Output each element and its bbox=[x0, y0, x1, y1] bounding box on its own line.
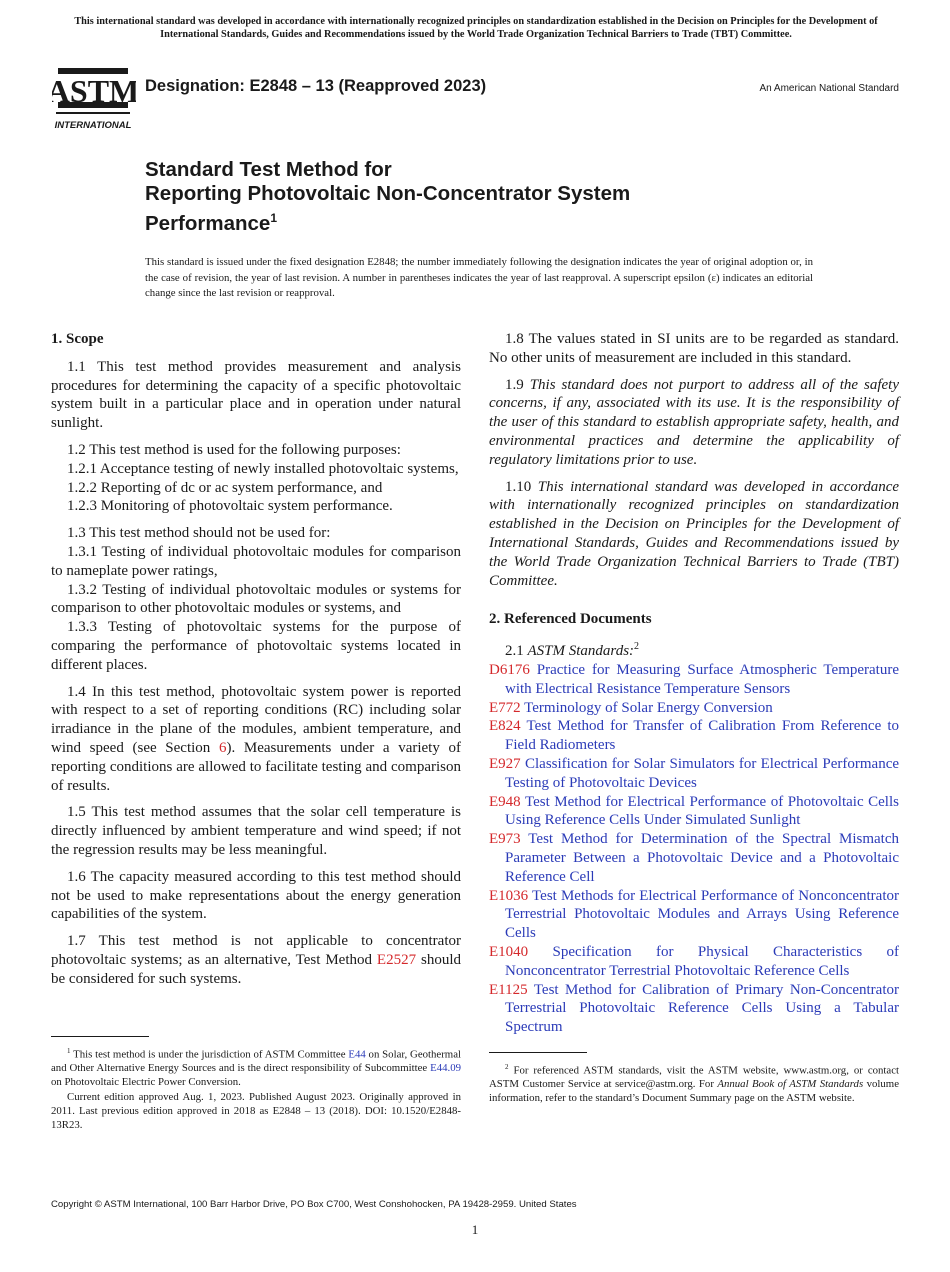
reference-title-link[interactable]: Test Method for Electrical Performance of Photovoltaic Cells Using Reference Cells Under Simulated Sunlight bbox=[505, 793, 899, 829]
issuance-statement: This standard is issued under the fixed designation E2848; the number immediately following the designation indicates the year of original adoption or, in the case of revision, the year of last revision. A number in parentheses indicates the year of last reapproval. A superscript epsilon (ε) indicates an editorial change since the last revision or reapproval. bbox=[145, 256, 813, 299]
page-number: 1 bbox=[471, 1222, 479, 1237]
footnotes-left bbox=[51, 1036, 461, 1132]
reference-item bbox=[489, 755, 899, 793]
title-line-1: Standard Test Method for bbox=[145, 158, 392, 181]
e44-09-link[interactable]: E44.09 bbox=[430, 1062, 461, 1075]
para-1-5: 1.5 This test method assumes that the solar cell temperature is directly influenced by ambient temperature and wind speed; if not the regression results may be less meaningful. bbox=[51, 804, 461, 858]
reference-title-link[interactable]: Test Methods for Electrical Performance of Nonconcentrator Terrestrial Photovoltaic Modules and Arrays Using Reference Cells bbox=[505, 887, 900, 942]
section-6-link[interactable]: 6 bbox=[218, 739, 227, 756]
reference-item bbox=[489, 793, 899, 831]
reference-title-link[interactable]: Test Method for Transfer of Calibration From Reference to Field Radiometers bbox=[505, 718, 899, 754]
reference-code-link[interactable]: E1125 bbox=[489, 981, 528, 998]
left-column bbox=[51, 330, 461, 997]
title-line-2: Reporting Photovoltaic Non-Concentrator System bbox=[145, 182, 631, 205]
astm-logo bbox=[52, 56, 136, 132]
reference-list bbox=[489, 661, 899, 1037]
reference-title-link[interactable]: Test Method for Determination of the Spectral Mismatch Parameter Between a Photovoltaic Device and a Photovoltaic Reference Cell bbox=[505, 831, 900, 885]
para-1-2-2: 1.2.2 Reporting of dc or ac system performance, and bbox=[67, 479, 383, 496]
para-1-2-3: 1.2.3 Monitoring of photovoltaic system performance. bbox=[67, 498, 393, 515]
title-line-3: Performance$^1$ bbox=[145, 211, 278, 235]
para-1-6: 1.6 The capacity measured according to this test method should not be used to make representations about the energy generation capabilities of the system. bbox=[51, 868, 461, 923]
logo-lettering: ASTM bbox=[52, 73, 136, 109]
reference-item bbox=[489, 943, 899, 981]
reference-title-link[interactable]: Practice for Measuring Surface Atmospheric Temperature with Electrical Resistance Temperature Sensors bbox=[505, 661, 899, 697]
reference-code-link[interactable]: E948 bbox=[489, 793, 521, 810]
para-1-8: 1.8 The values stated in SI units are to be regarded as standard. No other units of measurement are included in this standard. bbox=[489, 331, 899, 366]
para-1-10: 1.10 This international standard was developed in accordance with internationally recognized principles on standardization established in the Decision on Principles for the Development of International Standards, Guides and Recommendations issued by the World Trade Organization Technical Barriers to Trade (TBT) Committee. bbox=[489, 478, 900, 589]
para-1-7: 1.7 This test method is not applicable to concentrator photovoltaic systems; as an alternative, Test Method E2527 should be considered for such systems. bbox=[51, 933, 461, 987]
section-heading-scope: 1. Scope bbox=[51, 331, 104, 347]
reference-code-link[interactable]: E1040 bbox=[489, 943, 529, 960]
reference-item bbox=[489, 981, 899, 1037]
reference-title-link[interactable]: Classification for Solar Simulators for Electrical Performance Testing of Photovoltaic Devices bbox=[505, 755, 900, 791]
designation: Designation: E2848 – 13 (Reapproved 2023) bbox=[145, 77, 487, 95]
reference-code-link[interactable]: E824 bbox=[489, 718, 521, 735]
para-1-3-2: 1.3.2 Testing of individual photovoltaic modules or systems for comparison to other photovoltaic modules or systems, and bbox=[51, 581, 461, 617]
section-heading-referenced-documents: 2. Referenced Documents bbox=[489, 611, 652, 628]
footnote-rule bbox=[51, 1036, 149, 1037]
para-1-2-1: 1.2.1 Acceptance testing of newly installed photovoltaic systems, bbox=[67, 460, 459, 477]
reference-code-link[interactable]: E772 bbox=[489, 699, 521, 716]
reference-title-link[interactable]: Test Method for Calibration of Primary Non-Concentrator Terrestrial Photovoltaic Reference Cells Using a Tabular Spectrum bbox=[505, 981, 899, 1036]
footnote-1-edition: Current edition approved Aug. 1, 2023. Published August 2023. Originally approved in 2011. Last previous edition approved in 2018 as E2848 – 13 (2018). DOI: 10.1520/E2848-13R23. bbox=[51, 1091, 461, 1131]
e2527-link[interactable]: E2527 bbox=[376, 951, 417, 968]
footnote-2: $^2$ For referenced ASTM standards, visit the ASTM website, www.astm.org, or contact ASTM Customer Service at service@astm.org. For Annual Book of ASTM Standards volume information, refer to the standard’s Document Summary page on the ASTM website. bbox=[489, 1063, 899, 1104]
reference-code-link[interactable]: E973 bbox=[489, 831, 521, 848]
footnotes-right bbox=[489, 1052, 899, 1105]
para-1-1: 1.1 This test method provides measurement and analysis procedures for determining the capacity of a specific photovoltaic system built in a particular place and in operation under natural sunlight. bbox=[51, 358, 461, 432]
reference-code-link[interactable]: E927 bbox=[489, 755, 521, 772]
footnote-rule bbox=[489, 1052, 587, 1053]
reference-title-link[interactable]: Specification for Physical Characteristics of Nonconcentrator Terrestrial Photovoltaic Reference Cells bbox=[505, 943, 900, 979]
para-2-1: 2.1 ASTM Standards:$^2$ bbox=[505, 641, 640, 660]
para-1-4: 1.4 In this test method, photovoltaic system power is reported with respect to a set of reporting conditions (RC) including solar irradiance in the plane of the modules, ambient temperature, and wind speed (see Section 6). Measurements under a variety of reporting conditions are allowed to facilitate testing and comparison of results. bbox=[51, 683, 462, 794]
reference-item bbox=[489, 887, 899, 943]
reference-item bbox=[489, 699, 899, 718]
para-1-3-3: 1.3.3 Testing of photovoltaic systems for the purpose of comparing the performance of photovoltaic systems located in different places. bbox=[51, 619, 461, 673]
reference-code-link[interactable]: E1036 bbox=[489, 887, 529, 904]
para-1-3: 1.3 This test method should not be used for: bbox=[67, 525, 331, 542]
reference-title-link[interactable]: Terminology of Solar Energy Conversion bbox=[524, 699, 773, 716]
copyright-line: Copyright © ASTM International, 100 Barr Harbor Drive, PO Box C700, West Conshohocken, PA 19428-2959. United States bbox=[51, 1199, 577, 1210]
para-1-2: 1.2 This test method is used for the following purposes: bbox=[67, 441, 401, 458]
reference-code-link[interactable]: D6176 bbox=[489, 661, 530, 678]
logo-subtext: INTERNATIONAL bbox=[54, 120, 132, 131]
para-1-9: 1.9 This standard does not purport to address all of the safety concerns, if any, associated with its use. It is the responsibility of the user of this standard to establish appropriate safety, health, and environmental practices and determine the applicability of regulatory limitations prior to use. bbox=[489, 376, 900, 468]
right-column bbox=[489, 330, 899, 1037]
national-standard-label: An American National Standard bbox=[759, 83, 899, 94]
approval-notice: This international standard was developed in accordance with internationally recognized principles on standardization established in the Decision on Principles for the Development of International Standards, Guides and Recommendations issued by the World Trade Organization Technical Barriers to Trade (TBT) Committee. bbox=[74, 16, 878, 40]
reference-item bbox=[489, 830, 899, 886]
document-title bbox=[145, 158, 630, 236]
reference-item bbox=[489, 717, 899, 755]
reference-item bbox=[489, 661, 899, 699]
e44-link[interactable]: E44 bbox=[348, 1048, 366, 1061]
footnote-1: $^1$ This test method is under the jurisdiction of ASTM Committee E44 on Solar, Geothermal and Other Alternative Energy Sources and is the direct responsibility of Subcommittee E44.09 on Photovoltaic Electric Power Conversion. bbox=[51, 1047, 462, 1088]
title-footnote-mark: 1 bbox=[270, 211, 278, 225]
para-1-3-1: 1.3.1 Testing of individual photovoltaic modules for comparison to nameplate power ratings, bbox=[51, 543, 461, 579]
